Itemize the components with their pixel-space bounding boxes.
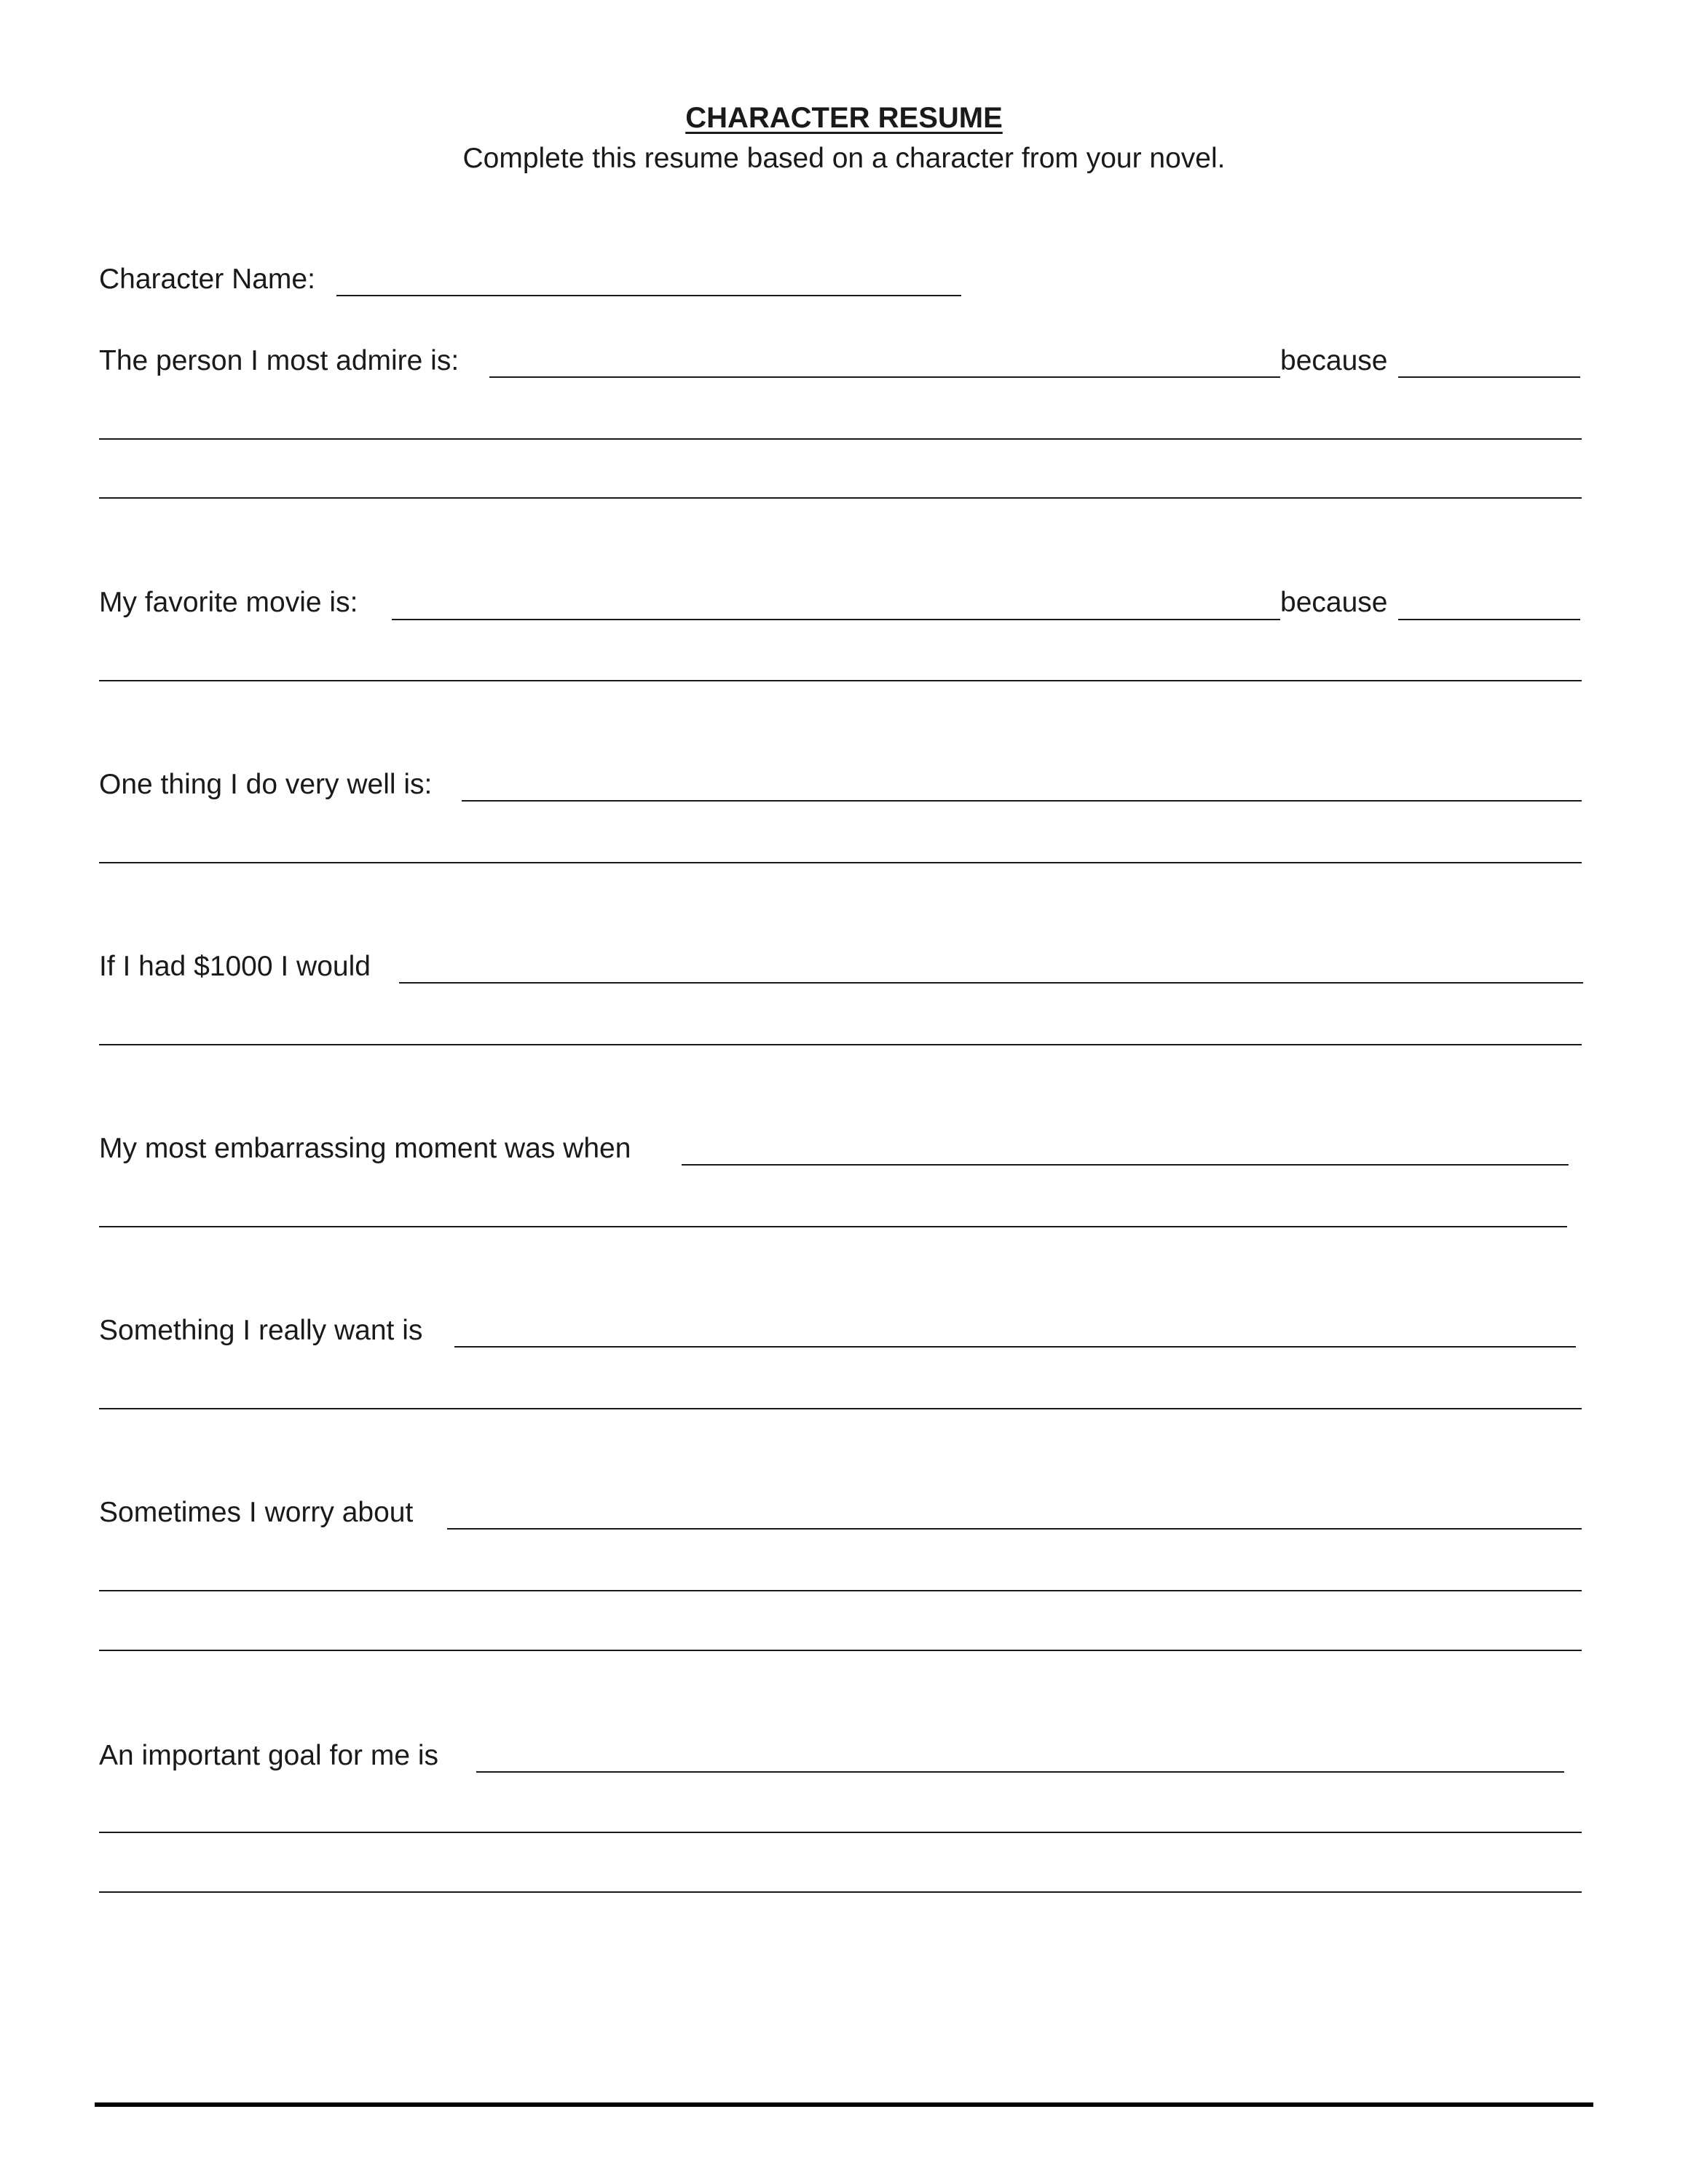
character-name-label: Character Name: — [99, 264, 315, 295]
worry-line[interactable] — [447, 1528, 1582, 1530]
do-well-answer-line-1[interactable] — [99, 862, 1582, 863]
want-label: Something I really want is — [99, 1315, 423, 1346]
admire-answer-line-2[interactable] — [99, 497, 1582, 499]
admire-because-line[interactable] — [1398, 376, 1580, 378]
goal-label: An important goal for me is — [99, 1740, 439, 1771]
do-well-line[interactable] — [462, 800, 1582, 802]
movie-because-label: because — [1280, 587, 1388, 618]
movie-line[interactable] — [392, 619, 1280, 620]
admire-because-label: because — [1280, 345, 1388, 376]
admire-answer-line-1[interactable] — [99, 438, 1582, 440]
thousand-line[interactable] — [399, 982, 1583, 984]
page-title: CHARACTER RESUME — [685, 102, 1003, 134]
thousand-answer-line-1[interactable] — [99, 1044, 1582, 1045]
worry-answer-line-2[interactable] — [99, 1650, 1582, 1651]
admire-label: The person I most admire is: — [99, 345, 460, 376]
page-subtitle: Complete this resume based on a character from your novel. — [462, 143, 1226, 174]
movie-label: My favorite movie is: — [99, 587, 358, 618]
embarrassing-line[interactable] — [682, 1164, 1569, 1166]
do-well-label: One thing I do very well is: — [99, 769, 433, 800]
embarrassing-answer-line-1[interactable] — [99, 1226, 1567, 1227]
movie-because-line[interactable] — [1398, 619, 1580, 620]
worry-answer-line-1[interactable] — [99, 1590, 1582, 1591]
goal-line[interactable] — [476, 1771, 1564, 1773]
embarrassing-label: My most embarrassing moment was when — [99, 1133, 631, 1164]
want-line[interactable] — [454, 1346, 1576, 1348]
admire-line[interactable] — [489, 376, 1280, 378]
worry-label: Sometimes I worry about — [99, 1497, 414, 1528]
goal-answer-line-1[interactable] — [99, 1832, 1582, 1833]
footer-divider — [95, 2102, 1593, 2107]
thousand-label: If I had $1000 I would — [99, 951, 371, 982]
want-answer-line-1[interactable] — [99, 1408, 1582, 1409]
goal-answer-line-2[interactable] — [99, 1891, 1582, 1893]
character-name-line[interactable] — [336, 295, 961, 296]
movie-answer-line-1[interactable] — [99, 680, 1582, 681]
